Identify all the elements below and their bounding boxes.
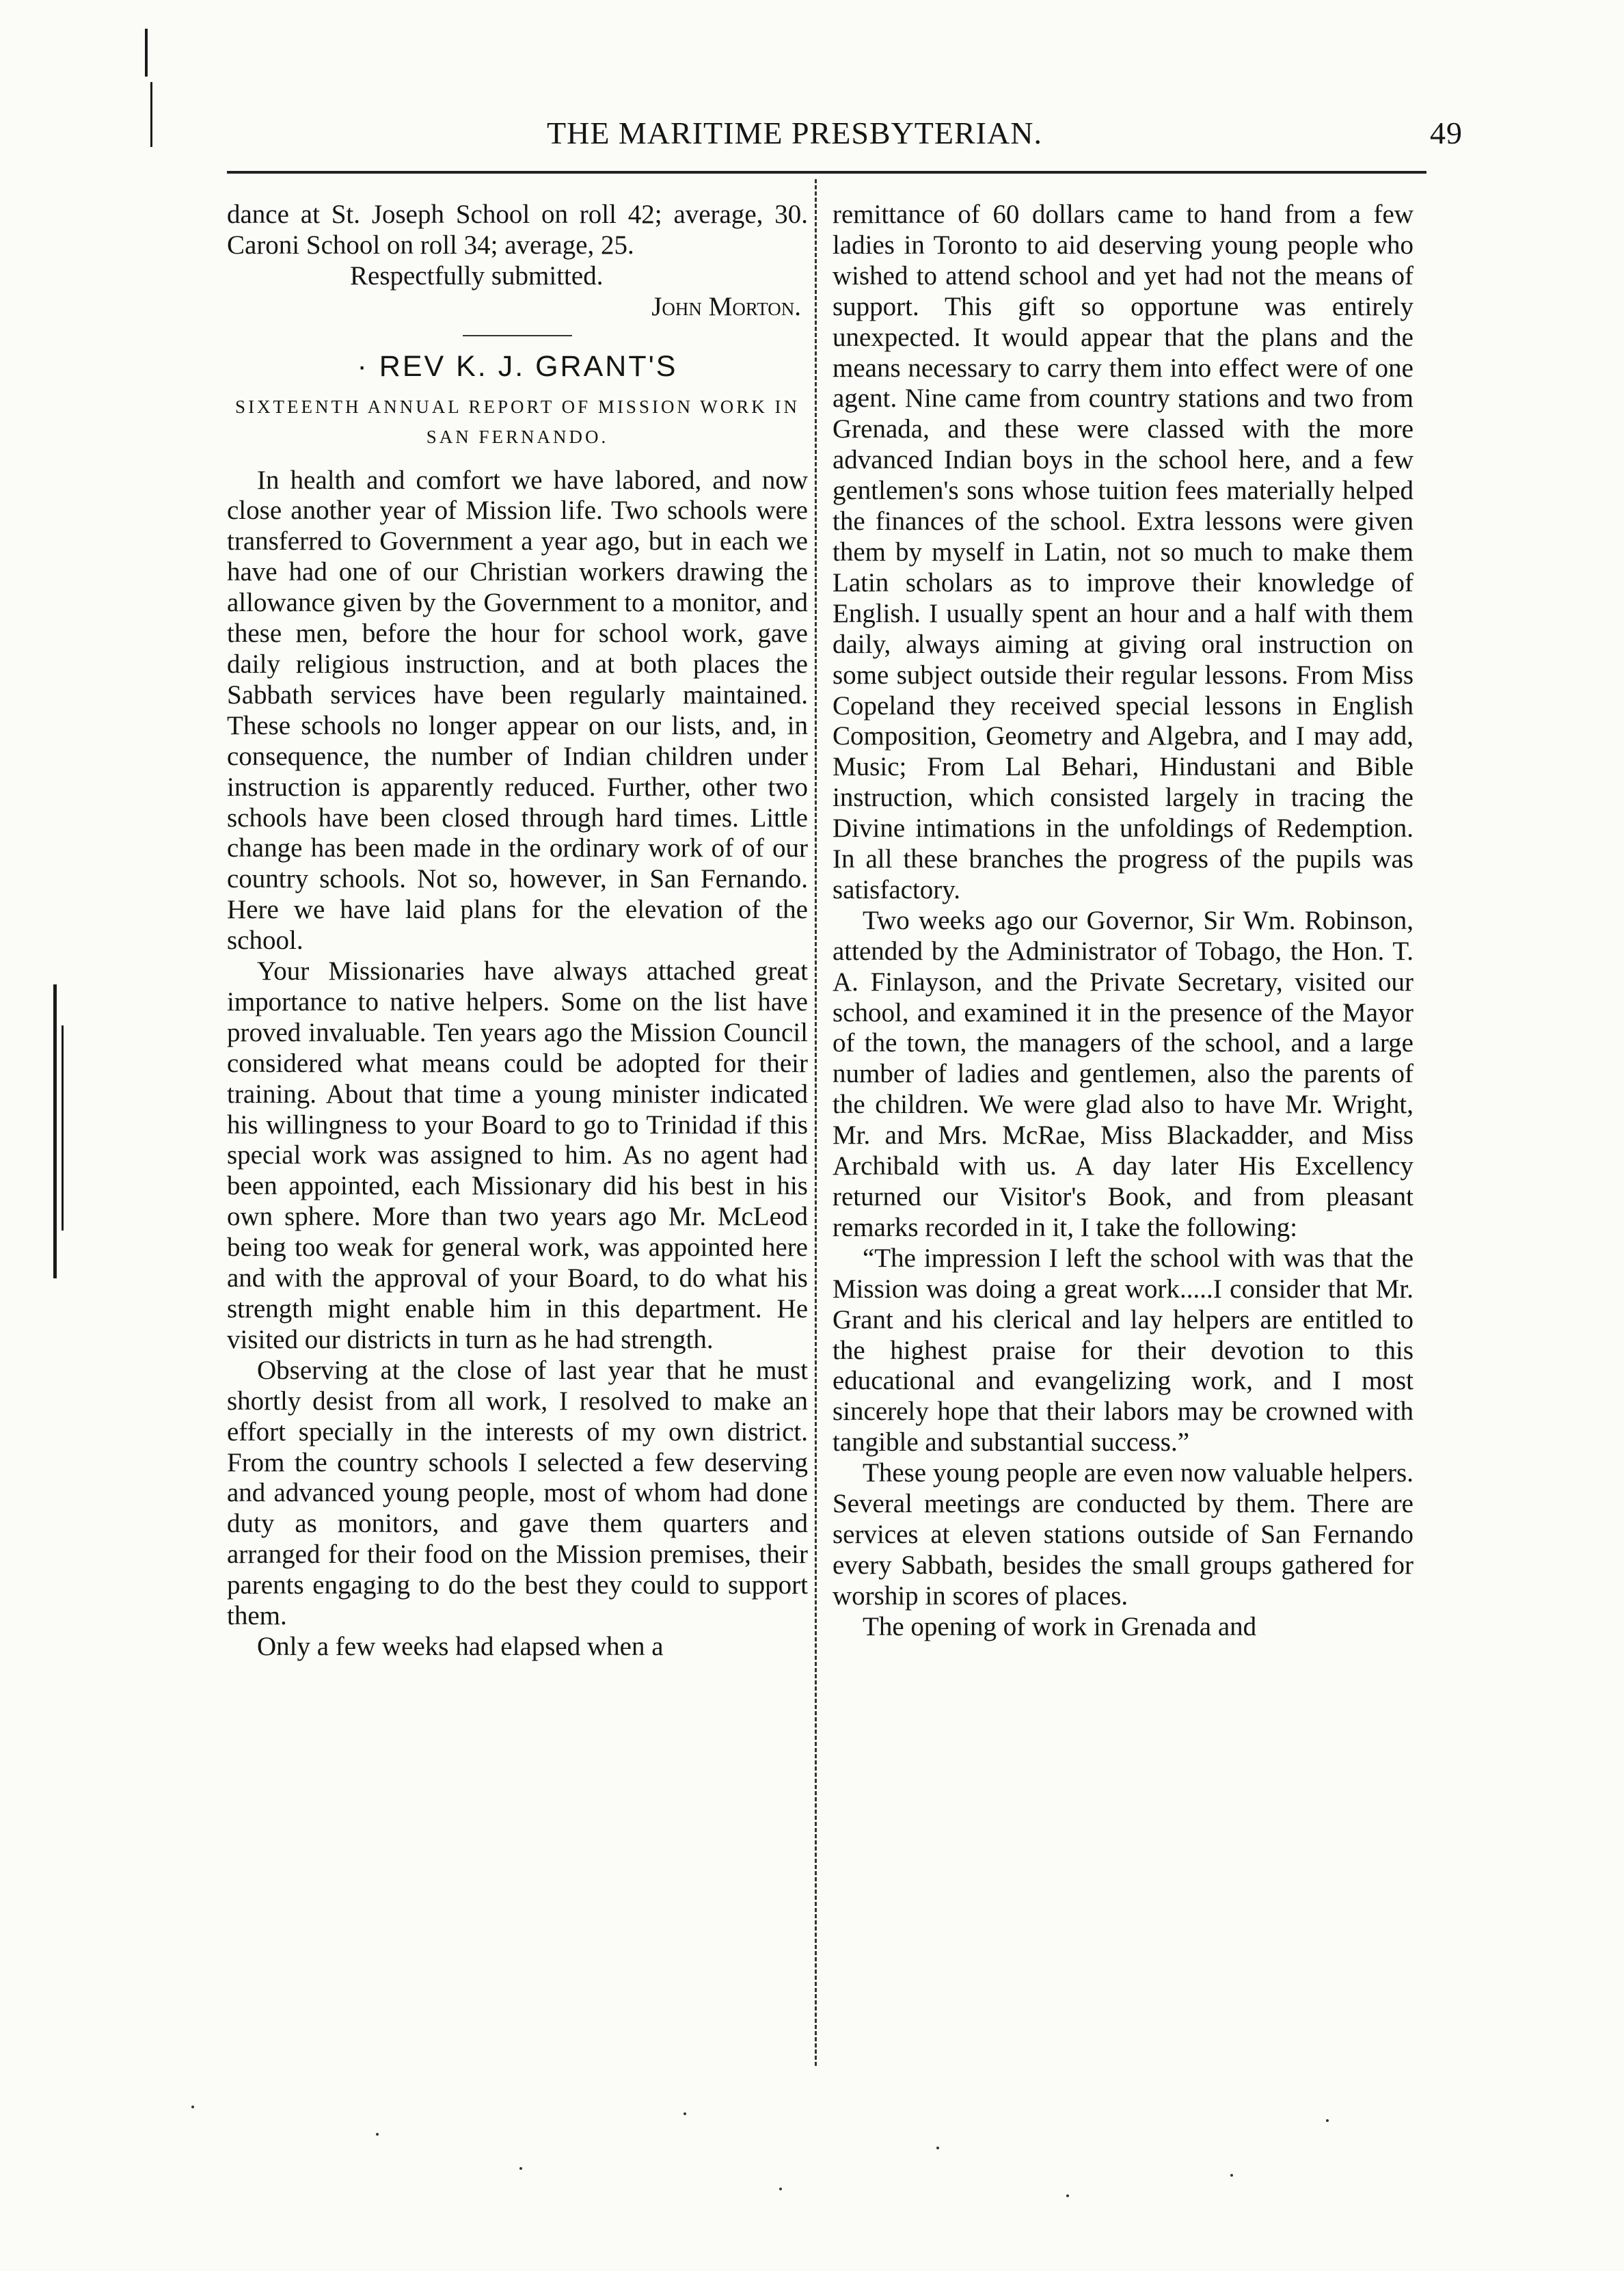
speck [1326,2119,1329,2122]
body-paragraph: In health and comfort we have labored, and now close another year of Mission life. Two schools were transferred to Government a year ago, but in each we have had one of our Christian workers drawing the allowance given by the Government to a monitor, and these men, before the hour for school work, gave daily religious instruction, and at both places the Sabbath services have been regularly maintained. These schools no longer appear on our lists, and, in consequence, the number of Indian children under instruction is apparently reduced. Further, other two schools have been closed through hard times. Little change has been made in the ordinary work of of our country schools. Not so, however, in San Fernando. Here we have laid plans for the elevation of the school. [227,465,808,956]
body-paragraph: Two weeks ago our Governor, Sir Wm. Robinson, attended by the Administrator of Tobago, the Hon. T. A. Finlayson, and the Private Secretary, visited our school, and examined it in the presence of the Mayor of the town, the managers of the school, and a large number of ladies and gentlemen, also the parents of the children. We were glad also to have Mr. Wright, Mr. and Mrs. McRae, Miss Blackadder, and Miss Archibald with us. A day later His Excellency returned our Visitor's Book, and from pleasant remarks recorded in it, I take the following: [833,905,1413,1242]
body-paragraph: Observing at the close of last year that he must shortly desist from all work, I resolved to make an effort specially in the interests of my own district. From the country schools I selected a few deserving and advanced young people, most of whom had done duty as monitors, and gave them quarters and arranged for their food on the Mission premises, their parents engaging to do the best they could to support them. [227,1355,808,1631]
column-divider [815,179,817,2066]
speck [376,2133,379,2136]
speck [684,2112,686,2115]
publication-title: THE MARITIME PRESBYTERIAN. [547,116,1042,150]
speck [779,2188,782,2190]
body-paragraph: Your Missionaries have always attached great importance to native helpers. Some on the list have proved invaluable. Ten years ago the Mission Council considered what means could be adopted for their training. About that time a young minister indicated his willingness to your Board to go to Trinidad if this special work was assigned to him. As no agent had been appointed, each Missionary did his best in his own sphere. More than two years ago Mr. McLeod being too weak for general work, was appointed here and with the approval of your Board, to do what his strength might enable him in this department. He visited our districts in turn as he had strength. [227,956,808,1354]
left-column [227,200,808,1663]
block-quote: “The impression I left the school with was that the Mission was doing a great work.....I consider that Mr. Grant and his clerical and lay helpers are entitled to the highest praise for their devotion to this educational and evangelizing work, and I most sincerely hope that their labors may be crowned with tangible and substantial success.” [833,1243,1413,1457]
speck [936,2147,939,2149]
speck [1066,2194,1069,2197]
article-subheading: SIXTEENTH ANNUAL REPORT OF MISSION WORK IN SAN FERNANDO. [235,396,800,447]
margin-scratch-middle [53,984,57,1278]
margin-scratch-top-2 [150,82,152,147]
page-number: 49 [1430,116,1463,150]
speck [191,2106,194,2108]
margin-scratch-middle-2 [62,1025,64,1231]
continued-paragraph: dance at St. Joseph School on roll 42; average, 30. Caroni School on roll 34; average, 25. [227,200,808,260]
header-rule [227,171,1426,174]
body-paragraph: These young people are even now valuable helpers. Several meetings are conducted by them. There are services at eleven stations outside of San Fernando every Sabbath, besides the small groups gathered for worship in scores of places. [833,1458,1413,1611]
signoff-line: Respectfully submitted. [350,260,604,291]
body-paragraph: Only a few weeks had elapsed when a [257,1631,664,1661]
right-column [833,200,1413,1643]
speck [1230,2174,1233,2177]
body-paragraph: remittance of 60 dollars came to hand from a few ladies in Toronto to aid deserving young people who wished to attend school and yet had not the means of support. This gift so opportune was entirely unexpected. It would appear that the plans and the means necessary to carry them into effect were of one agent. Nine came from country stations and two from Grenada, and these were classed with the more advanced Indian boys in the school here, and a few gentlemen's sons whose tuition fees materially helped the finances of the school. Extra lessons were given them by myself in Latin, not so much to make them Latin scholars as to improve their knowledge of English. I usually spent an hour and a half with them daily, always aiming at giving oral instruction on some subject outside their regular lessons. From Miss Copeland they received special lessons in English Composition, Geometry and Algebra, and I may add, Music; From Lal Behari, Hindustani and Bible instruction, which consisted largely in tracing the Divine intimations in the unfoldings of Redemption. In all these branches the progress of the pupils was satisfactory. [833,200,1413,904]
speck [519,2167,522,2170]
article-heading: · REV K. J. GRANT'S [357,349,678,383]
section-separator [463,335,572,336]
signature: John Morton. [651,291,801,321]
body-paragraph: The opening of work in Grenada and [863,1611,1257,1641]
margin-scratch-top [145,29,148,77]
scan-noise [164,2092,1463,2215]
